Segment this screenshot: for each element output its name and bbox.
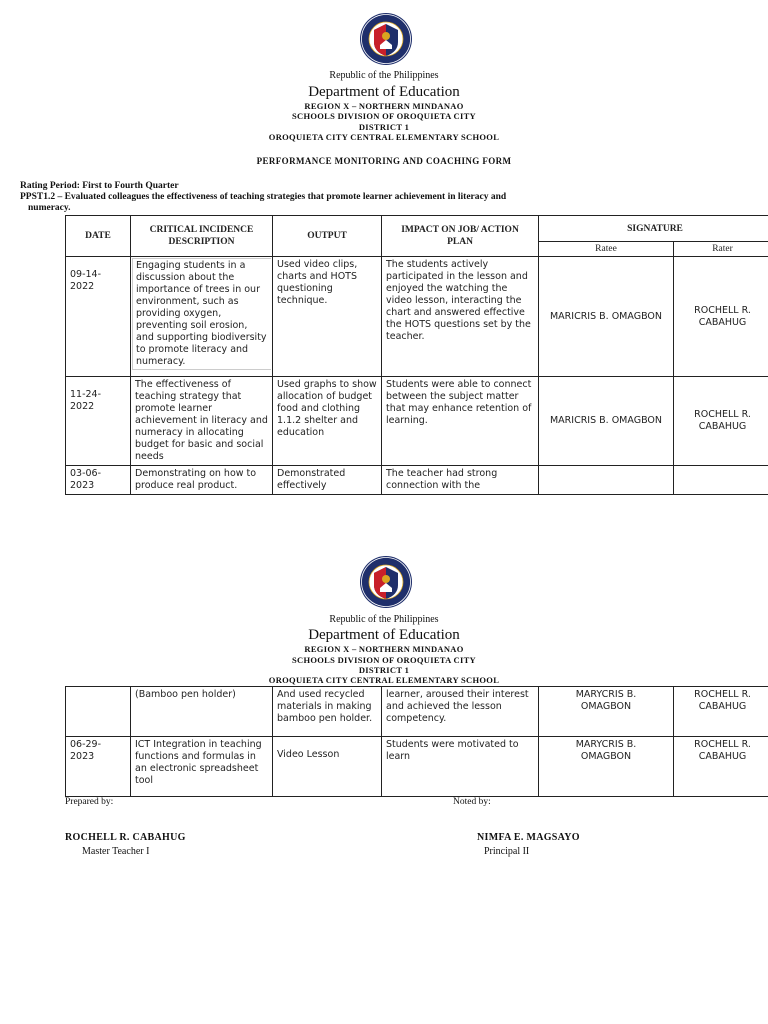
table-row: [66, 687, 768, 737]
cell-date: [66, 687, 131, 737]
cell-output: Used graphs to show allocation of budget food and clothing 1.1.2 shelter and education: [273, 377, 382, 466]
cell-ratee: MARICRIS B. OMAGBON: [539, 377, 674, 466]
cell-rater: ROCHELL R. CABAHUG: [674, 377, 768, 466]
coaching-table-page2: [65, 686, 768, 797]
ppst-standard-line2: numeracy.: [28, 203, 71, 213]
cell-description: Demonstrating on how to produce real product.: [131, 466, 273, 495]
department-title: Department of Education: [308, 84, 460, 100]
cell-output: Video Lesson: [273, 737, 382, 797]
department-title: Department of Education: [308, 627, 460, 643]
republic-line: Republic of the Philippines: [329, 70, 439, 81]
header-ratee: Ratee: [539, 242, 674, 257]
table-row: [66, 737, 768, 797]
region-line: REGION X – NORTHERN MINDANAO: [304, 644, 464, 654]
header-impact: IMPACT ON JOB/ ACTION PLAN: [382, 216, 539, 257]
cell-output: Demonstrated effectively: [273, 466, 382, 495]
form-title: PERFORMANCE MONITORING AND COACHING FORM: [256, 156, 512, 166]
cell-rater: ROCHELL R. CABAHUG: [674, 687, 768, 737]
cell-impact: The teacher had strong connection with the: [382, 466, 539, 495]
ppst-standard-line1: PPST1.2 – Evaluated colleagues the effectiveness of teaching strategies that promote learner achievement in literacy and: [20, 192, 507, 202]
cell-description: ICT Integration in teaching functions and formulas in an electronic spreadsheet tool: [131, 737, 273, 797]
cell-date: 03-06- 2023: [66, 466, 131, 495]
header-date: DATE: [66, 216, 131, 257]
cell-date: 11-24- 2022: [66, 377, 131, 466]
preparer-name: ROCHELL R. CABAHUG: [65, 832, 186, 843]
prepared-by-label: Prepared by:: [65, 797, 114, 807]
cell-impact: learner, aroused their interest and achieved the lesson competency.: [382, 687, 539, 737]
cell-date: 09-14- 2022: [66, 257, 131, 377]
district-line: DISTRICT 1: [358, 122, 410, 132]
cell-output: Used video clips, charts and HOTS questioning technique.: [273, 257, 382, 377]
cell-rater: ROCHELL R. CABAHUG: [674, 257, 768, 377]
cell-description: (Bamboo pen holder): [131, 687, 273, 737]
noted-by-label: Noted by:: [453, 797, 491, 807]
deped-seal-logo: [359, 555, 413, 609]
cell-date: 06-29- 2023: [66, 737, 131, 797]
noter-position: Principal II: [484, 846, 530, 857]
school-line: OROQUIETA CITY CENTRAL ELEMENTARY SCHOOL: [268, 132, 500, 142]
cell-impact: Students were able to connect between the subject matter that may enhance retention of learning.: [382, 377, 539, 466]
header-signature: SIGNATURE: [539, 216, 768, 242]
rating-period: Rating Period: First to Fourth Quarter: [20, 181, 179, 191]
header-critical-incidence: CRITICAL INCIDENCE DESCRIPTION: [131, 216, 273, 257]
republic-line: Republic of the Philippines: [329, 614, 439, 625]
region-line: REGION X – NORTHERN MINDANAO: [304, 101, 464, 111]
division-line: SCHOOLS DIVISION OF OROQUIETA CITY: [291, 111, 476, 121]
cell-impact: Students were motivated to learn: [382, 737, 539, 797]
cell-rater: ROCHELL R. CABAHUG: [674, 737, 768, 797]
cell-output: And used recycled materials in making bamboo pen holder.: [273, 687, 382, 737]
district-line: DISTRICT 1: [358, 665, 410, 675]
cell-ratee: MARYCRIS B. OMAGBON: [539, 737, 674, 797]
cell-ratee: MARICRIS B. OMAGBON: [539, 257, 674, 377]
preparer-position: Master Teacher I: [82, 846, 150, 857]
cell-impact: The students actively participated in the lesson and enjoyed the watching the video lesson, interacting the chart and answered effective the HOTS questions set by the teacher.: [382, 257, 539, 377]
cell-description: Engaging students in a discussion about the importance of trees in our environment, such as providing oxygen, preventing soil erosion, and supporting biodiversity to promote literacy and numeracy.: [131, 257, 273, 377]
noter-name: NIMFA E. MAGSAYO: [477, 832, 580, 843]
cell-ratee: MARYCRIS B. OMAGBON: [539, 687, 674, 737]
division-line: SCHOOLS DIVISION OF OROQUIETA CITY: [291, 655, 476, 665]
header-rater: Rater: [674, 242, 768, 257]
cell-description: The effectiveness of teaching strategy that promote learner achievement in literacy and numeracy in allocating budget for basic and social needs: [131, 377, 273, 466]
school-line: OROQUIETA CITY CENTRAL ELEMENTARY SCHOOL: [268, 675, 500, 685]
header-output: OUTPUT: [273, 216, 382, 257]
